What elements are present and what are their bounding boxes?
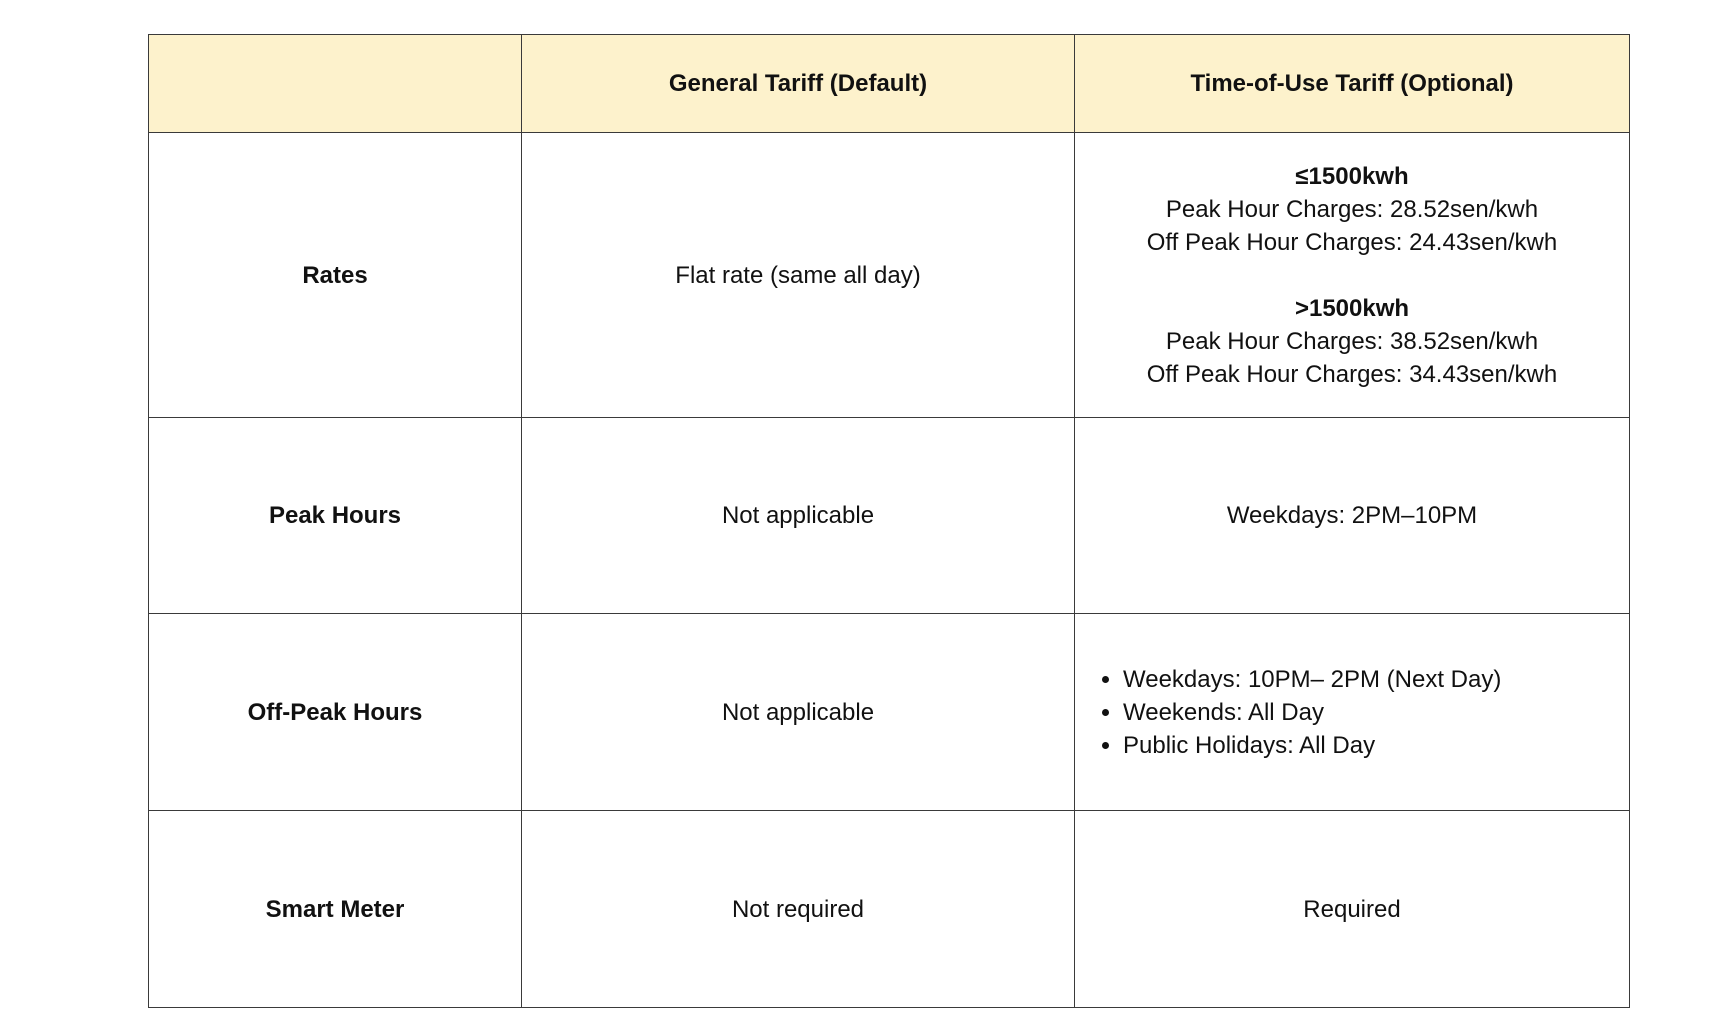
general-rates-cell: Flat rate (same all day) [522, 133, 1075, 418]
tier-spacer [1087, 259, 1617, 292]
list-item: • Weekdays: 10PM– 2PM (Next Day) [1123, 663, 1617, 696]
header-corner [149, 35, 522, 133]
tou-smart-meter-cell: Required [1075, 811, 1630, 1008]
tier1-peak-charge: Peak Hour Charges: 28.52sen/kwh [1165, 195, 1539, 223]
row-label-rates: Rates [149, 133, 522, 418]
tier2-title: >1500kwh [1294, 294, 1410, 322]
tier2-offpeak-charge: Off Peak Hour Charges: 34.43sen/kwh [1146, 360, 1558, 388]
header-tou-tariff: Time-of-Use Tariff (Optional) [1075, 35, 1630, 133]
offpeak-hours-list [1087, 663, 1617, 762]
tier1-title: ≤1500kwh [1295, 162, 1409, 190]
row-label-smart-meter: Smart Meter [149, 811, 522, 1008]
table-row-peak-hours [149, 418, 1630, 614]
row-label-peak-hours: Peak Hours [149, 418, 522, 614]
table-row-smart-meter [149, 811, 1630, 1008]
tier1-offpeak-charge: Off Peak Hour Charges: 24.43sen/kwh [1146, 228, 1558, 256]
general-peak-hours-cell: Not applicable [522, 418, 1075, 614]
general-smart-meter-cell: Not required [522, 811, 1075, 1008]
table-row-offpeak-hours [149, 614, 1630, 811]
tou-offpeak-hours-cell [1075, 614, 1630, 811]
tier2-peak-charge: Peak Hour Charges: 38.52sen/kwh [1165, 327, 1539, 355]
row-label-offpeak-hours: Off-Peak Hours [149, 614, 522, 811]
header-row [149, 35, 1630, 133]
table-body [149, 133, 1630, 1008]
tou-rates-cell [1075, 133, 1630, 418]
tou-peak-hours-cell: Weekdays: 2PM–10PM [1075, 418, 1630, 614]
list-item: • Weekends: All Day [1123, 696, 1617, 729]
tariff-comparison-table [148, 34, 1630, 1008]
general-offpeak-hours-cell: Not applicable [522, 614, 1075, 811]
header-general-tariff: General Tariff (Default) [522, 35, 1075, 133]
table-header [149, 35, 1630, 133]
list-item: • Public Holidays: All Day [1123, 729, 1617, 762]
table-row-rates [149, 133, 1630, 418]
